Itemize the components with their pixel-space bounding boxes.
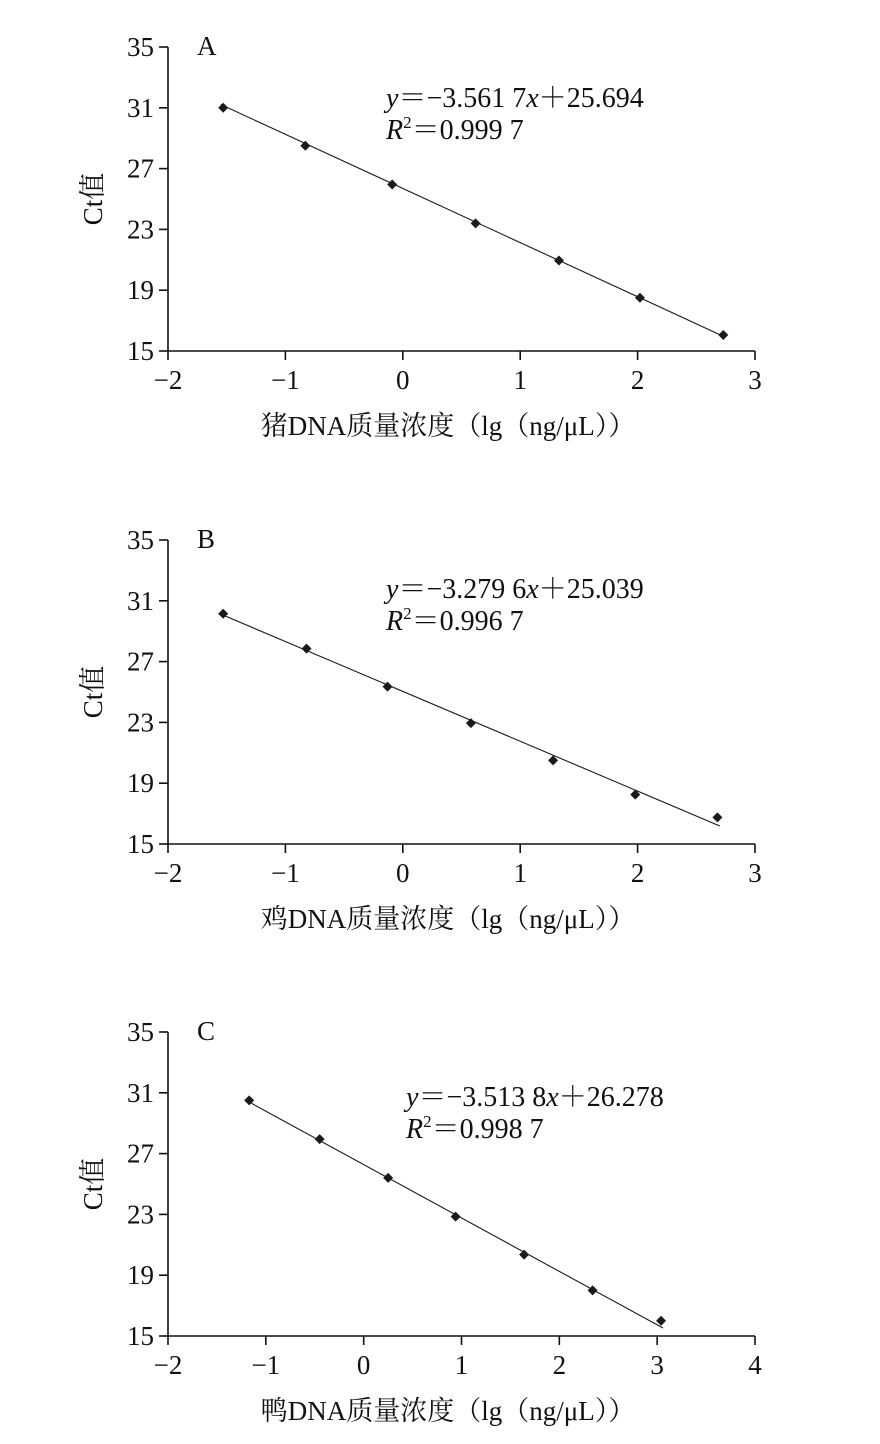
y-tick-label: 35 <box>127 1017 154 1047</box>
data-point <box>387 180 397 190</box>
equation-part-y: y <box>386 83 399 114</box>
chart-panel-a <box>78 31 762 441</box>
regression-equation <box>383 83 644 114</box>
equation-part-eq: ＝ <box>398 83 427 114</box>
data-point <box>218 103 228 113</box>
y-tick-label: 15 <box>127 336 154 366</box>
equation-part-slope: 3.561 7 <box>442 83 527 114</box>
chart-panel-b <box>78 524 762 934</box>
y-tick-label: 31 <box>127 92 154 123</box>
y-tick-label: 27 <box>127 646 154 677</box>
r2-value: 0.998 7 <box>459 1114 544 1145</box>
equation-part-minus: − <box>426 83 443 114</box>
x-tick-label: 3 <box>650 1350 664 1380</box>
equation-part-plus: ＋ <box>538 574 567 605</box>
data-point <box>383 1173 393 1183</box>
equation-part-x: x <box>546 1082 559 1113</box>
data-point <box>519 1250 529 1260</box>
equation-part-x: x <box>526 574 539 605</box>
r-squared <box>385 604 524 637</box>
equation-part-slope: 3.513 8 <box>462 1082 547 1113</box>
r2-value: 0.999 7 <box>439 115 524 146</box>
equation-part-intercept: 26.278 <box>586 1082 664 1113</box>
x-tick-label: 2 <box>552 1350 567 1380</box>
x-tick-label: −1 <box>271 858 300 888</box>
x-axis-title: 鸡DNA质量浓度（lg（ng/μL）） <box>260 904 636 934</box>
x-tick-label: 1 <box>454 1350 469 1380</box>
r2-symbol: R <box>406 1114 424 1145</box>
equation-part-x: x <box>526 83 539 114</box>
y-tick-label: 31 <box>127 1077 154 1108</box>
data-point <box>656 1316 666 1326</box>
data-point <box>712 812 722 822</box>
y-tick-label: 27 <box>127 153 154 184</box>
x-tick-label: −1 <box>251 1350 281 1380</box>
x-tick-label: 2 <box>630 858 645 888</box>
equation-part-slope: 3.279 6 <box>442 574 527 605</box>
r-squared <box>405 1112 544 1145</box>
equation-part-intercept: 25.039 <box>566 574 644 605</box>
r2-symbol: R <box>386 115 404 146</box>
x-tick-label: 2 <box>630 365 645 395</box>
r2-value: 0.996 7 <box>439 606 524 637</box>
equation-part-intercept: 25.694 <box>566 83 644 114</box>
r2-symbol: R <box>386 606 404 637</box>
y-tick-label: 35 <box>127 525 154 555</box>
data-point <box>466 718 476 728</box>
x-tick-label: 3 <box>748 365 762 395</box>
data-point <box>718 330 728 340</box>
r2-equals: ＝ <box>411 115 440 146</box>
y-tick-label: 23 <box>127 214 154 245</box>
y-tick-label: 31 <box>127 585 154 616</box>
r2-equals: ＝ <box>411 606 440 637</box>
data-point <box>635 293 645 303</box>
y-tick-label: 19 <box>127 768 154 799</box>
equation-part-y: y <box>406 1082 419 1113</box>
x-tick-label: −2 <box>153 1350 183 1380</box>
equation-part-plus: ＋ <box>538 83 567 114</box>
x-tick-label: 1 <box>513 858 527 888</box>
x-tick-label: −2 <box>153 365 183 395</box>
x-tick-label: −1 <box>271 365 300 395</box>
equation-part-minus: − <box>446 1082 463 1113</box>
r2-superscript: 2 <box>403 113 412 132</box>
equation-part-eq: ＝ <box>418 1082 447 1113</box>
panel-label: B <box>197 524 216 554</box>
x-tick-label: 3 <box>748 858 762 888</box>
y-axis-title: Ct值 <box>78 172 108 226</box>
data-point <box>588 1285 598 1295</box>
r-squared <box>385 113 524 146</box>
x-axis-title: 猪DNA质量浓度（lg（ng/μL）） <box>260 411 636 441</box>
y-tick-label: 23 <box>127 707 154 738</box>
panel-label: C <box>197 1016 216 1046</box>
equation-part-plus: ＋ <box>558 1082 587 1113</box>
r2-equals: ＝ <box>431 1114 460 1145</box>
data-point <box>554 256 564 266</box>
y-tick-label: 15 <box>127 1321 154 1351</box>
x-tick-label: −2 <box>153 858 183 888</box>
equation-part-eq: ＝ <box>398 574 427 605</box>
y-axis-title: Ct值 <box>78 1157 108 1211</box>
regression-equation <box>383 574 644 605</box>
y-tick-label: 23 <box>127 1199 154 1230</box>
y-tick-label: 35 <box>127 32 154 62</box>
y-tick-label: 27 <box>127 1138 154 1169</box>
regression-equation <box>403 1082 664 1113</box>
x-tick-label: 0 <box>396 858 410 888</box>
y-tick-label: 19 <box>127 275 154 306</box>
equation-part-minus: − <box>426 574 443 605</box>
equation-part-y: y <box>386 574 399 605</box>
x-tick-label: 0 <box>396 365 410 395</box>
y-axis-title: Ct值 <box>78 665 108 719</box>
x-tick-label: 1 <box>513 365 527 395</box>
r2-superscript: 2 <box>423 1112 432 1131</box>
panel-label: A <box>197 31 217 61</box>
chart-panel-c <box>78 1016 762 1426</box>
x-tick-label: 4 <box>748 1350 762 1380</box>
r2-superscript: 2 <box>403 604 412 623</box>
y-tick-label: 19 <box>127 1260 154 1291</box>
y-tick-label: 15 <box>127 829 154 859</box>
x-axis-title: 鸭DNA质量浓度（lg（ng/μL）） <box>260 1396 636 1426</box>
x-tick-label: 0 <box>356 1350 371 1380</box>
